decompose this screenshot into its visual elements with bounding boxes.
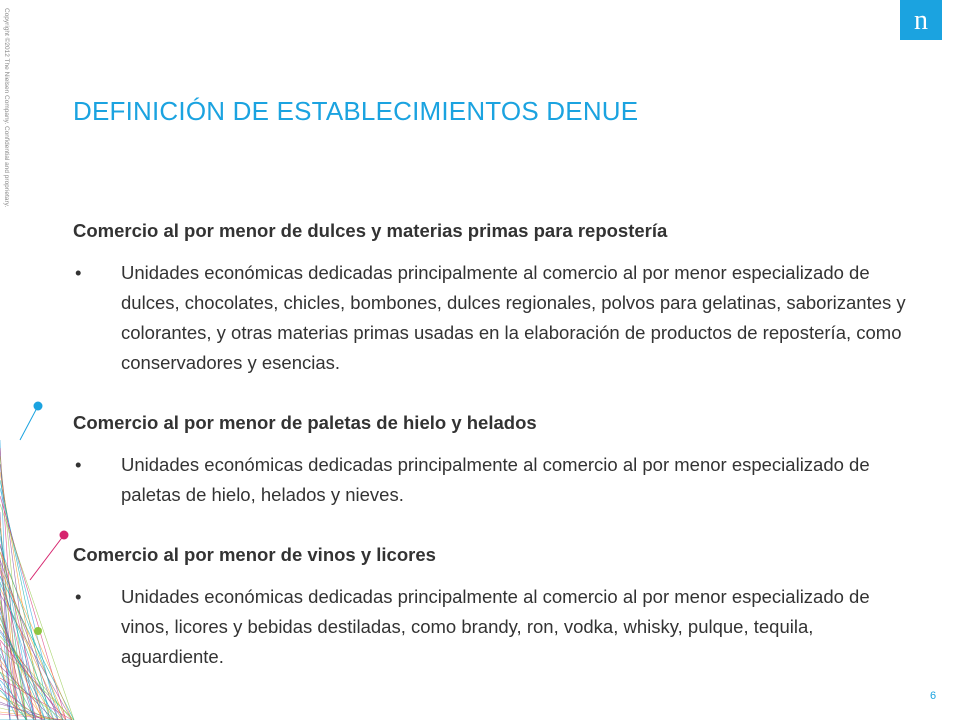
bullet-icon: • (75, 262, 82, 283)
bullet-item (73, 258, 913, 378)
decor-dot-blue (34, 402, 43, 411)
nielsen-logo (900, 0, 942, 40)
section-vinos (73, 540, 913, 672)
page-title: DEFINICIÓN DE ESTABLECIMIENTOS DENUE (73, 96, 639, 126)
bullet-text: Unidades económicas dedicadas principalmente al comercio al por menor especializado de dulces, chocolates, chicles, bombones, dulces regionales, polvos para gelatinas, saborizantes y colorantes, y otras materias primas usadas en la elaboración de productos de repostería, como conservadores y esencias. (121, 262, 906, 373)
definitions-list (73, 216, 913, 702)
bullet-item (73, 582, 913, 672)
bullet-icon: • (75, 454, 82, 475)
mesh-lines (0, 440, 74, 720)
bullet-text: Unidades económicas dedicadas principalmente al comercio al por menor especializado de paletas de hielo, helados y nieves. (121, 454, 870, 505)
copyright-notice (0, 0, 14, 300)
bullet-icon: • (75, 586, 82, 607)
section-heading: Comercio al por menor de dulces y materias primas para repostería (73, 220, 668, 241)
connector-line (30, 535, 64, 580)
decor-dot-pink (60, 531, 69, 540)
connector-line (20, 406, 38, 440)
bullet-text: Unidades económicas dedicadas principalmente al comercio al por menor especializado de vinos, licores y bebidas destiladas, como brandy, ron, vodka, whisky, pulque, tequila, aguardiente. (121, 586, 870, 667)
bullet-item (73, 450, 913, 510)
copyright-text: Copyright ©2012 The Nielsen Company. Confidential and proprietary. (3, 8, 10, 208)
mesh-line (0, 636, 72, 720)
decorative-mesh (0, 380, 80, 720)
section-paletas (73, 408, 913, 510)
section-heading: Comercio al por menor de vinos y licores (73, 544, 436, 565)
section-heading: Comercio al por menor de paletas de hielo y helados (73, 412, 537, 433)
svg-text:n: n (914, 5, 928, 35)
page-number: 6 (930, 690, 937, 702)
section-dulces (73, 216, 913, 378)
logo-icon (908, 5, 934, 35)
decor-dot-green (34, 627, 42, 635)
